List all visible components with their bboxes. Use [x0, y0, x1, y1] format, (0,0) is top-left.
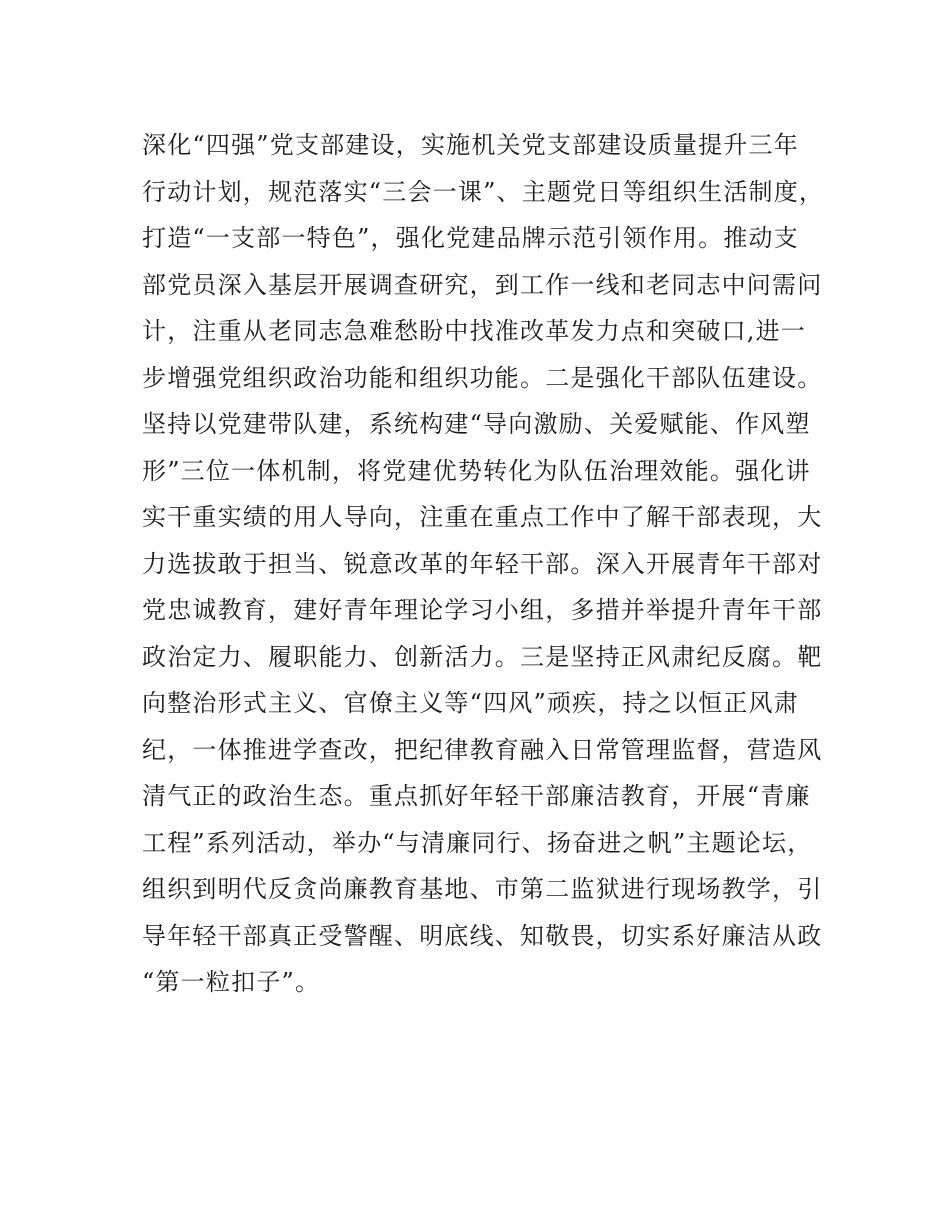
- text-line: 导年轻干部真正受警醒、明底线、知敬畏，切实系好廉洁从政: [142, 921, 823, 950]
- text-line: 深化“四强”党支部建设，实施机关党支部建设质量提升三年: [142, 131, 799, 159]
- text-line: 力选拔敢于担当、锐意改革的年轻干部。深入开展青年干部对: [142, 549, 823, 578]
- text-line: 党忠诚教育，建好青年理论学习小组，多措并举提升青年干部: [142, 596, 823, 624]
- text-line: 纪，一体推进学查改，把纪律教育融入日常管理监督，营造风: [142, 735, 823, 764]
- text-line: 形”三位一体机制，将党建优势转化为队伍治理效能。强化讲: [142, 456, 811, 485]
- text-line: 政治定力、履职能力、创新活力。三是坚持正风肃纪反腐。靶: [142, 642, 823, 671]
- text-line: 坚持以党建带队建，系统构建“导向激励、关爱赋能、作风塑: [142, 410, 811, 438]
- text-line: 打造“一支部一特色”，强化党建品牌示范引领作用。推动支: [142, 224, 799, 252]
- text-line: 实干重实绩的用人导向，注重在重点工作中了解干部表现，大: [142, 503, 823, 531]
- text-line: “第一粒扣子”。: [142, 968, 321, 996]
- text-line: 清气正的政治生态。重点抓好年轻干部廉洁教育，开展“青廉: [142, 782, 811, 810]
- text-line: 组织到明代反贪尚廉教育基地、市第二监狱进行现场教学，引: [142, 875, 823, 903]
- text-line: 工程”系列活动，举办“与清廉同行、扬奋进之帆”主题论坛，: [142, 828, 813, 857]
- text-line: 部党员深入基层开展调查研究，到工作一线和老同志中问需问: [142, 270, 823, 299]
- text-line: 步增强党组织政治功能和组织功能。二是强化干部队伍建设。: [142, 363, 823, 392]
- text-line: 行动计划，规范落实“三会一课”、主题党日等组织生活制度，: [142, 177, 825, 206]
- text-line: 计，注重从老同志急难愁盼中找准改革发力点和突破口,进一: [142, 317, 807, 345]
- text-line: 向整治形式主义、官僚主义等“四风”顽疾，持之以恒正风肃: [142, 689, 799, 717]
- body-paragraph: [142, 122, 842, 1006]
